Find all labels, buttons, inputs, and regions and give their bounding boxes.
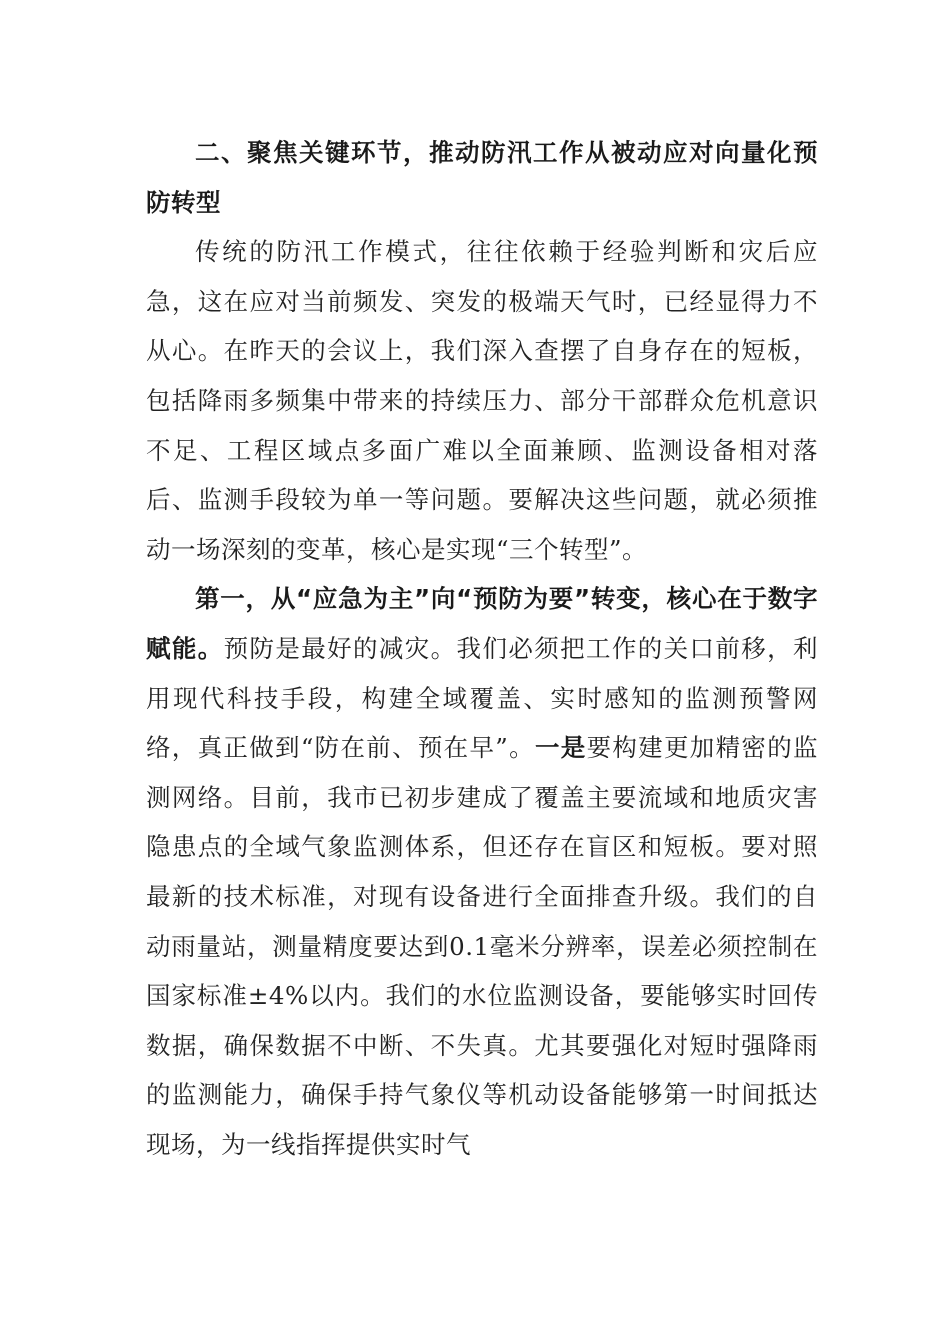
paragraph-first-point: [146, 574, 818, 1169]
first-point-title: 第一，从“应急为主”向“预防为要”转变，核心在于数字赋能。: [146, 584, 818, 663]
section-heading: 二、聚焦关键环节，推动防汛工作从被动应对向量化预防转型: [146, 138, 818, 217]
paragraph-intro: 传统的防汛工作模式，往往依赖于经验判断和灾后应急，这在应对当前频发、突发的极端天气时，已经显得力不从心。在昨天的会议上，我们深入查摆了自身存在的短板，包括降雨多频集中带来的持续压力、部分干部群众危机意识不足、工程区域点多面广难以全面兼顾、监测设备相对落后、监测手段较为单一等问题。要解决这些问题，就必须推动一场深刻的变革，核心是实现“三个转型”。: [146, 237, 818, 564]
first-point-subitem-label: 一是: [534, 733, 587, 763]
document-body: [146, 128, 818, 1169]
first-point-subitem-text: 要构建更加精密的监测网络。目前，我市已初步建成了覆盖主要流域和地质灾害隐患点的全域气象监测体系，但还存在盲区和短板。要对照最新的技术标准，对现有设备进行全面排查升级。我们的自动雨量站，测量精度要达到0.1毫米分辨率，误差必须控制在国家标准±4%以内。我们的水位监测设备，要能够实时回传数据，确保数据不中断、不失真。尤其要强化对短时强降雨的监测能力，确保手持气象仪等机动设备能够第一时间抵达现场，为一线指挥提供实时气: [146, 733, 819, 1159]
first-point-text: 预防是最好的减灾。我们必须把工作的关口前移，利用现代科技手段，构建全域覆盖、实时感知的监测预警网络，真正做到“防在前、预在早”。: [146, 633, 818, 763]
